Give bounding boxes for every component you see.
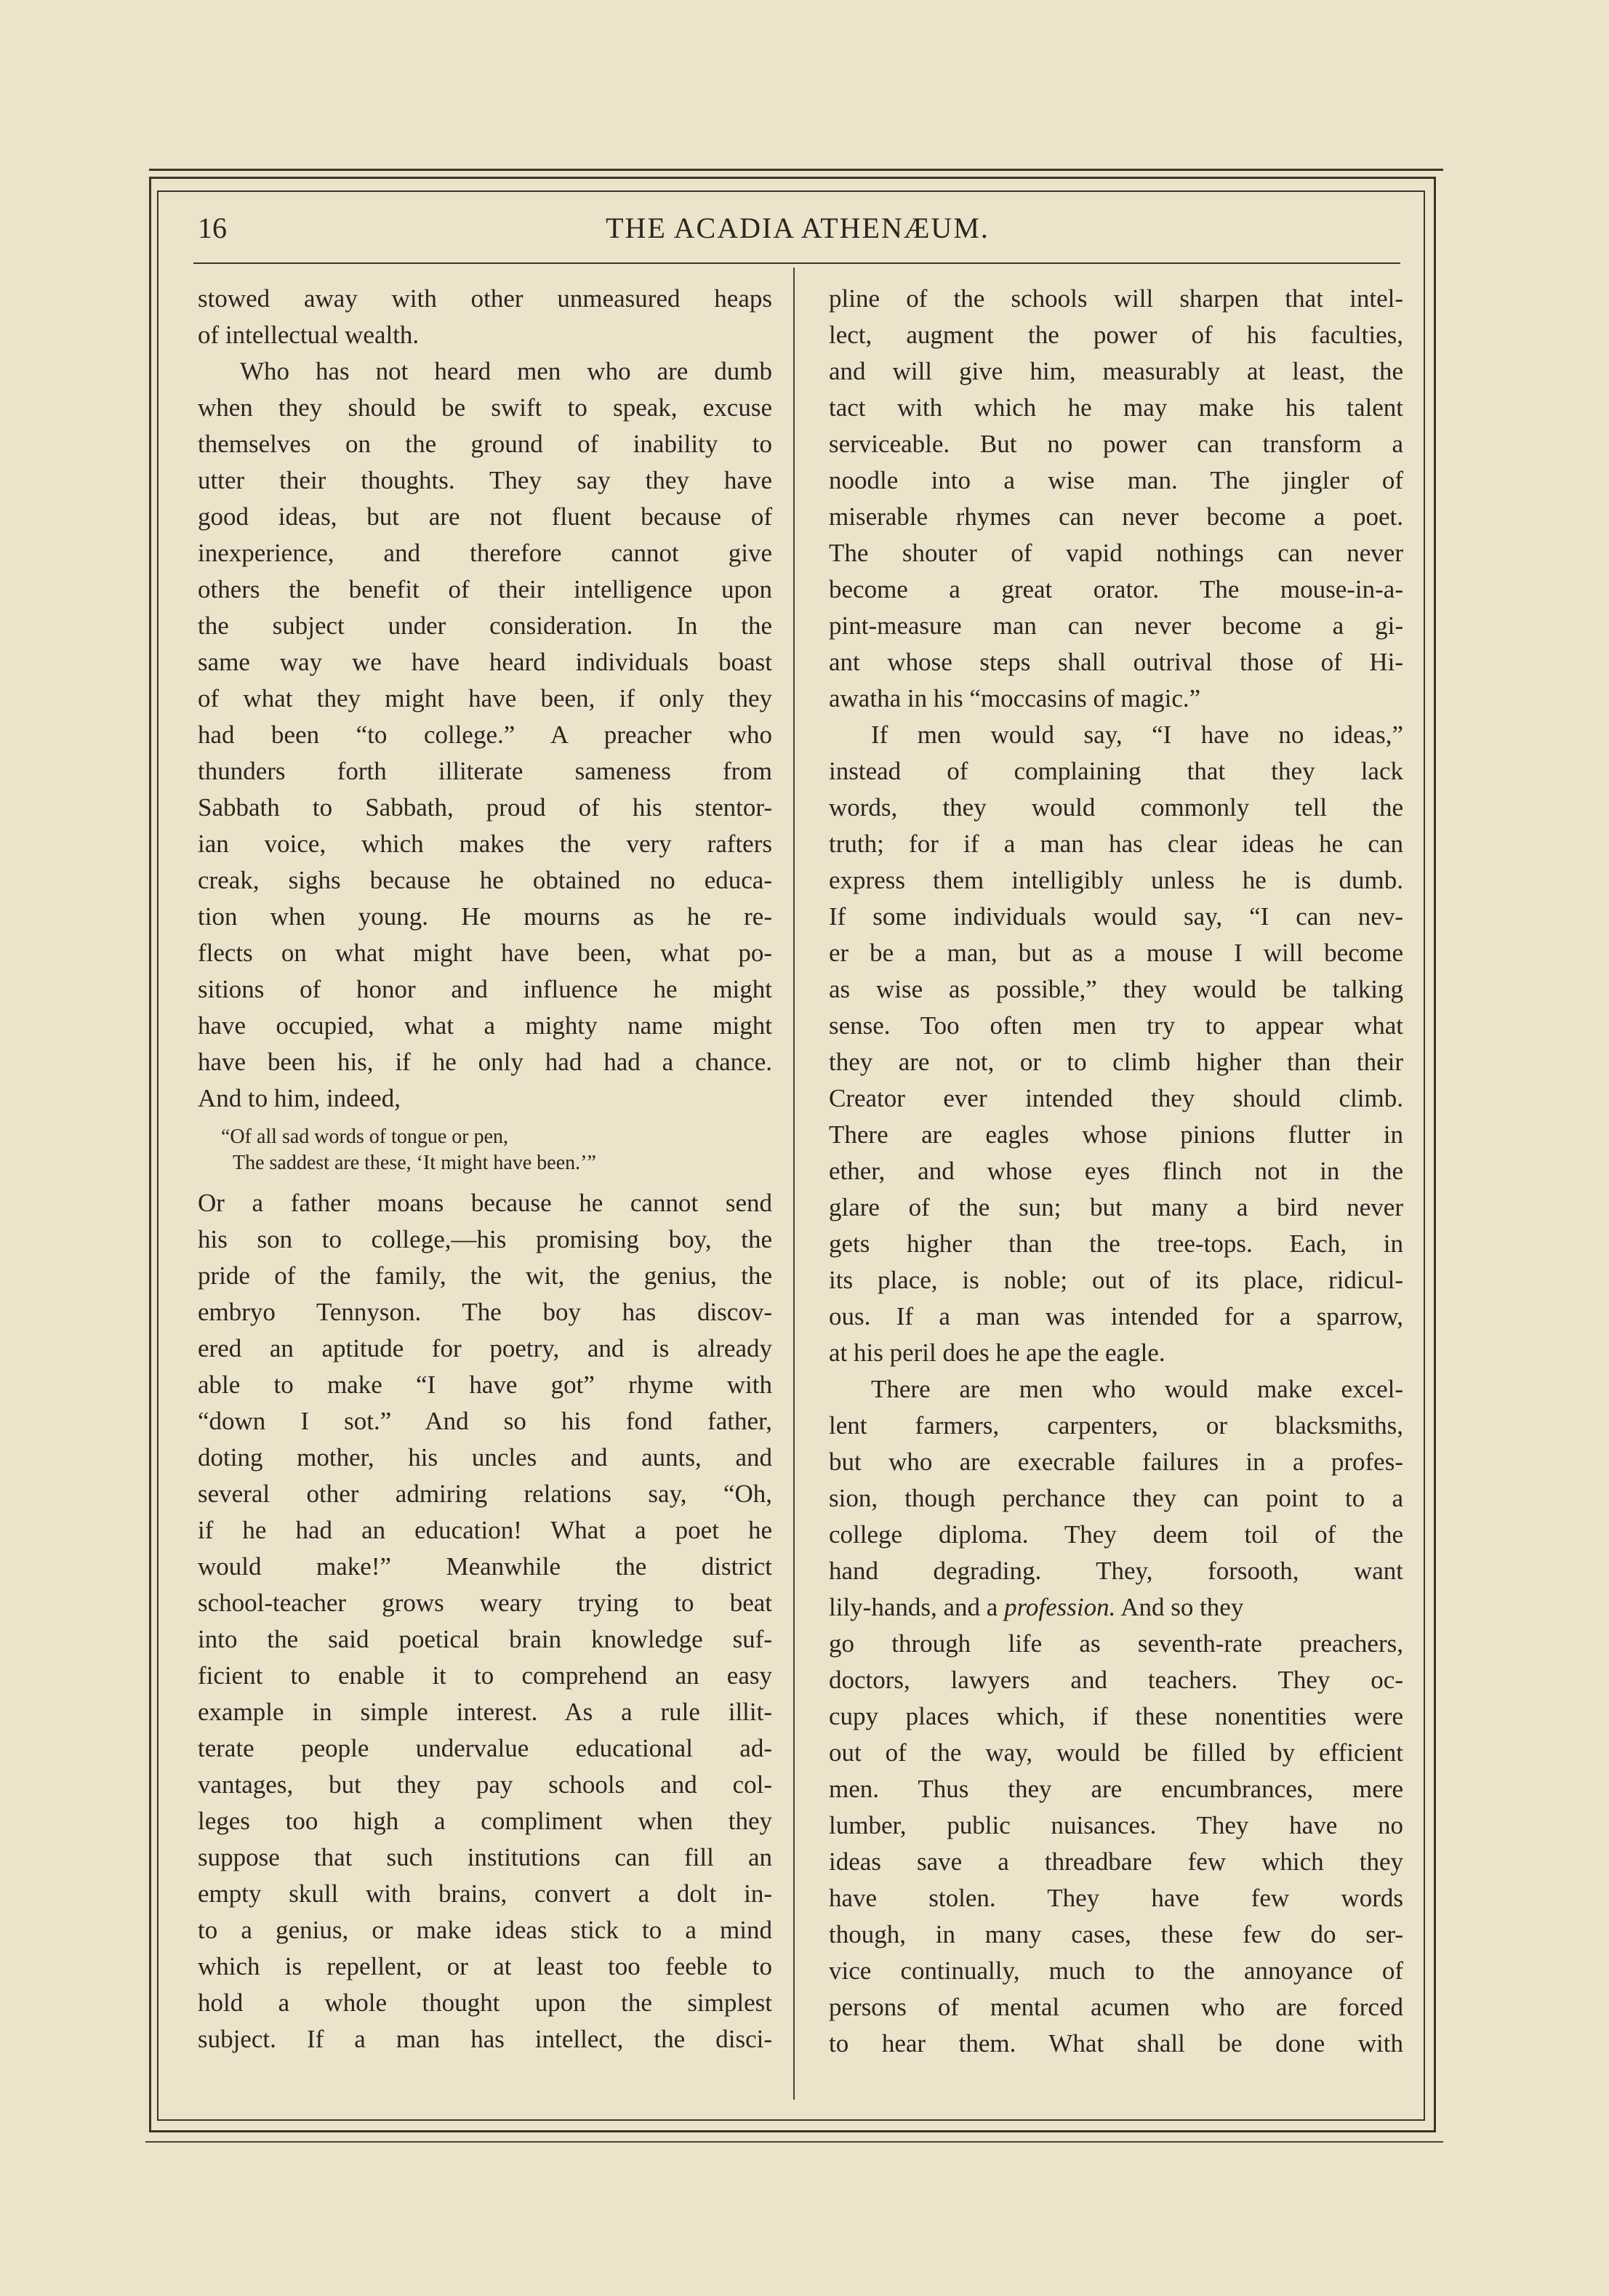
text-line: utter their thoughts. They say they have: [198, 466, 772, 494]
text-line: If some individuals would say, “I can nev-: [829, 902, 1403, 931]
column-divider: [793, 268, 795, 2100]
text-line: lent farmers, carpenters, or blacksmiths,: [829, 1411, 1403, 1440]
text-line: men. Thus they are encumbrances, mere: [829, 1775, 1403, 1803]
text-line: able to make “I have got” rhyme with: [198, 1370, 772, 1399]
top-rule: [149, 169, 1443, 171]
text-line: though, in many cases, these few do ser-: [829, 1920, 1403, 1948]
text-line: sitions of honor and influence he might: [198, 975, 772, 1003]
text-line: to a genius, or make ideas stick to a mind: [198, 1916, 772, 1944]
text-line: have been his, if he only had had a chance.: [198, 1048, 772, 1076]
text-line: become a great orator. The mouse-in-a-: [829, 575, 1403, 603]
page-number: 16: [198, 212, 227, 244]
text-line: stowed away with other unmeasured heaps: [198, 284, 772, 313]
text-line: had been “to college.” A preacher who: [198, 720, 772, 749]
text-line: flects on what might have been, what po-: [198, 939, 772, 967]
text-line: noodle into a wise man. The jingler of: [829, 466, 1403, 494]
text-line: college diploma. They deem toil of the: [829, 1520, 1403, 1549]
text-line: school-teacher grows weary trying to beat: [198, 1589, 772, 1617]
text-line: the subject under consideration. In the: [198, 611, 772, 640]
text-line: of intellectual wealth.: [198, 321, 420, 349]
text-line: at his peril does he ape the eagle.: [829, 1338, 1165, 1367]
text-line: inexperience, and therefore cannot give: [198, 539, 772, 567]
text-line: lumber, public nuisances. They have no: [829, 1811, 1403, 1839]
text-segment: lily-hands, and a: [829, 1593, 998, 1621]
text-line: pint-measure man can never become a gi-: [829, 611, 1403, 640]
text-line: several other admiring relations say, “Oh,: [198, 1480, 772, 1508]
text-line: have occupied, what a mighty name might: [198, 1011, 772, 1040]
text-line: tion when young. He mourns as he re-: [198, 902, 772, 931]
text-line: sense. Too often men try to appear what: [829, 1011, 1403, 1040]
text-line: doctors, lawyers and teachers. They oc-: [829, 1666, 1403, 1694]
text-line: terate people undervalue educational ad-: [198, 1734, 772, 1762]
text-line: of what they might have been, if only they: [198, 684, 772, 713]
text-line: serviceable. But no power can transform a: [829, 430, 1403, 458]
text-line: hold a whole thought upon the simplest: [198, 1988, 772, 2017]
text-line: his son to college,—his promising boy, the: [198, 1225, 772, 1253]
text-line: vice continually, much to the annoyance of: [829, 1956, 1403, 1985]
text-line: if he had an education! What a poet he: [198, 1516, 772, 1544]
text-line: er be a man, but as a mouse I will become: [829, 939, 1403, 967]
text-line: subject. If a man has intellect, the disci-: [198, 2025, 772, 2053]
text-line: sion, though perchance they can point to a: [829, 1484, 1403, 1512]
text-line: to hear them. What shall be done with: [829, 2029, 1403, 2058]
text-line: hand degrading. They, forsooth, want: [829, 1557, 1403, 1585]
text-line: ideas save a threadbare few which they: [829, 1847, 1403, 1876]
quote-line: The saddest are these, ‘It might have been.’”: [233, 1152, 596, 1174]
text-line: The shouter of vapid nothings can never: [829, 539, 1403, 567]
text-line: ian voice, which makes the very rafters: [198, 830, 772, 858]
text-line: Who has not heard men who are dumb: [240, 357, 772, 385]
text-line: would make!” Meanwhile the district: [198, 1552, 772, 1581]
text-line: good ideas, but are not fluent because of: [198, 502, 772, 531]
text-line: lect, augment the power of his faculties,: [829, 321, 1403, 349]
text-line: words, they would commonly tell the: [829, 793, 1403, 822]
text-line: example in simple interest. As a rule illit-: [198, 1698, 772, 1726]
text-line: themselves on the ground of inability to: [198, 430, 772, 458]
running-head: THE ACADIA ATHENÆUM.: [606, 212, 990, 244]
text-line: Creator ever intended they should climb.: [829, 1084, 1403, 1112]
text-line: [829, 1589, 1403, 1626]
text-line: have stolen. They have few words: [829, 1884, 1403, 1912]
text-line: Sabbath to Sabbath, proud of his stentor-: [198, 793, 772, 822]
text-line: ether, and whose eyes flinch not in the: [829, 1157, 1403, 1185]
italic-word: profession.: [1004, 1593, 1116, 1621]
quote-line: “Of all sad words of tongue or pen,: [221, 1125, 509, 1148]
text-line: pride of the family, the wit, the genius, the: [198, 1261, 772, 1290]
text-line: express them intelligibly unless he is dumb.: [829, 866, 1403, 894]
text-line: truth; for if a man has clear ideas he can: [829, 830, 1403, 858]
text-line: which is repellent, or at least too feeble to: [198, 1952, 772, 1980]
bottom-rule: [145, 2141, 1443, 2143]
text-line: Or a father moans because he cannot send: [198, 1189, 772, 1217]
text-line: instead of complaining that they lack: [829, 757, 1403, 785]
text-line: miserable rhymes can never become a poet.: [829, 502, 1403, 531]
text-line: ficient to enable it to comprehend an easy: [198, 1661, 772, 1690]
text-line: embryo Tennyson. The boy has discov-: [198, 1298, 772, 1326]
text-line: into the said poetical brain knowledge suf-: [198, 1625, 772, 1653]
text-line: pline of the schools will sharpen that intel-: [829, 284, 1403, 313]
text-line: ered an aptitude for poetry, and is already: [198, 1334, 772, 1362]
page-header: [198, 208, 1397, 252]
text-line: cupy places which, if these nonentities were: [829, 1702, 1403, 1730]
text-line: gets higher than the tree-tops. Each, in: [829, 1229, 1403, 1258]
text-line: thunders forth illiterate sameness from: [198, 757, 772, 785]
text-line: ant whose steps shall outrival those of Hi-: [829, 648, 1403, 676]
text-line: If men would say, “I have no ideas,”: [871, 720, 1403, 749]
header-rule: [193, 262, 1400, 264]
text-line: as wise as possible,” they would be talking: [829, 975, 1403, 1003]
right-column: [829, 281, 1403, 2062]
text-line: empty skull with brains, convert a dolt in-: [198, 1879, 772, 1908]
text-line: when they should be swift to speak, excuse: [198, 393, 772, 422]
text-line: And to him, indeed,: [198, 1084, 401, 1112]
text-line: “down I sot.” And so his fond father,: [198, 1407, 772, 1435]
text-line: doting mother, his uncles and aunts, and: [198, 1443, 772, 1472]
text-line: ous. If a man was intended for a sparrow,: [829, 1302, 1403, 1330]
text-line: vantages, but they pay schools and col-: [198, 1770, 772, 1799]
text-line: and will give him, measurably at least, the: [829, 357, 1403, 385]
text-line: tact with which he may make his talent: [829, 393, 1403, 422]
text-line: others the benefit of their intelligence upon: [198, 575, 772, 603]
text-line: its place, is noble; out of its place, ridicul-: [829, 1266, 1403, 1294]
text-line: There are men who would make excel-: [871, 1375, 1403, 1403]
text-line: same way we have heard individuals boast: [198, 648, 772, 676]
left-column: [198, 281, 772, 2058]
text-line: creak, sighs because he obtained no educa-: [198, 866, 772, 894]
text-line: There are eagles whose pinions flutter in: [829, 1120, 1403, 1149]
text-line: persons of mental acumen who are forced: [829, 1993, 1403, 2021]
text-line: they are not, or to climb higher than their: [829, 1048, 1403, 1076]
text-segment: And so they: [1120, 1593, 1244, 1621]
text-line: but who are execrable failures in a profes-: [829, 1448, 1403, 1476]
text-line: awatha in his “moccasins of magic.”: [829, 684, 1201, 713]
text-line: glare of the sun; but many a bird never: [829, 1193, 1403, 1221]
text-line: leges too high a compliment when they: [198, 1807, 772, 1835]
text-line: out of the way, would be filled by efficient: [829, 1738, 1403, 1767]
text-line: go through life as seventh-rate preachers,: [829, 1629, 1403, 1658]
text-line: suppose that such institutions can fill an: [198, 1843, 772, 1871]
